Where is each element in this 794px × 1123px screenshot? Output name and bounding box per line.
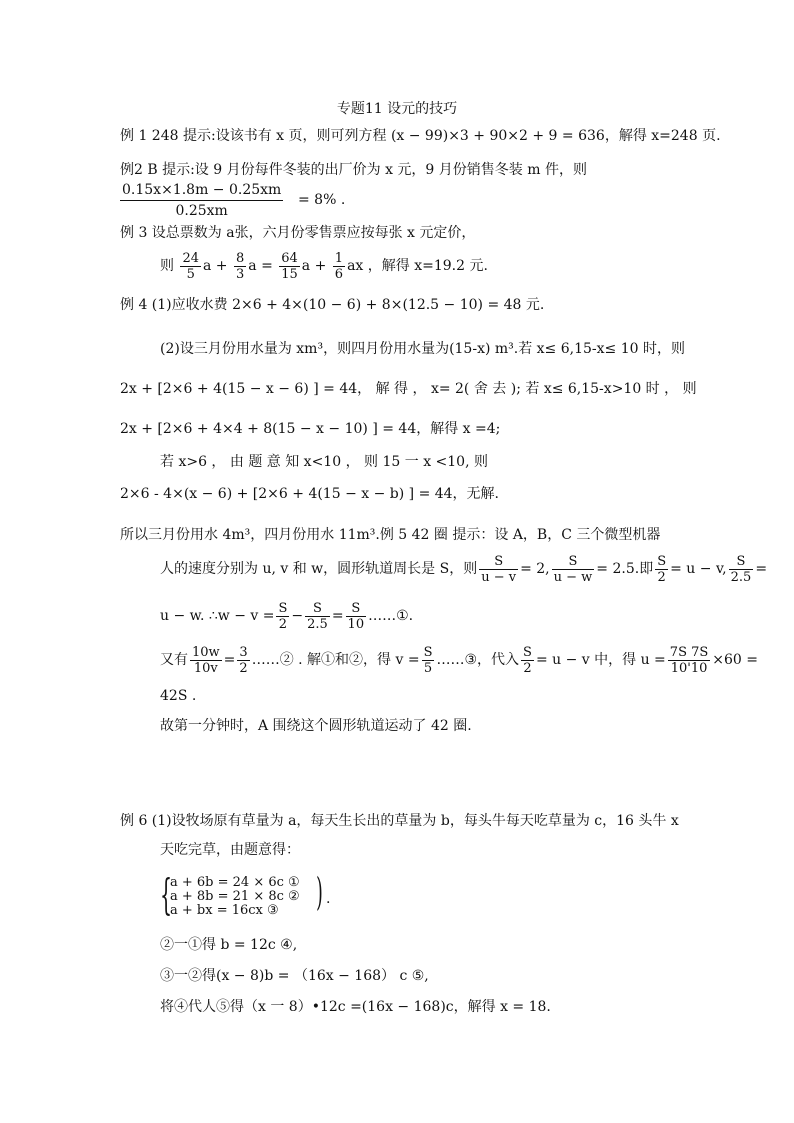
text: = (755, 561, 768, 577)
system-end: . (326, 891, 331, 907)
text: − (291, 608, 304, 624)
equation-system (160, 870, 331, 920)
example-6-line-2: 天吃完草，由题意得： (160, 842, 300, 858)
num: 10w (192, 644, 220, 660)
left-brace-icon: { (160, 870, 173, 919)
fraction (521, 645, 534, 676)
example-6-line-5: 将④代人⑤得（x 一 8）•12c =(16x − 168)c，解得 x = 18. (160, 999, 551, 1015)
num: S (479, 554, 518, 570)
fraction (190, 645, 222, 676)
text: ax ，解得 x=19.2 元. (347, 258, 488, 274)
num: S (423, 644, 433, 660)
num: S (729, 554, 754, 570)
fraction (333, 251, 345, 282)
fraction (668, 645, 711, 676)
fraction (729, 554, 754, 585)
num: 64 (281, 250, 298, 266)
example-5-line-2 (160, 551, 767, 587)
example-5-line-6: 故第一分钟时，A 围绕这个圆形轨道运动了 42 圈. (160, 718, 472, 734)
text: ×60 = (712, 652, 759, 668)
text: = u − v 中，得 u = (535, 652, 666, 668)
num: 24 (182, 250, 199, 266)
fraction (234, 251, 246, 282)
example-4-line-2: (2)设三月份用水量为 xm³，则四月份用水量为(15-x) m³.若 x≤ 6,15-x≤ 10 时，则 (160, 341, 685, 357)
fraction-numerator: 0.15x×1.8m − 0.25xm (120, 180, 283, 201)
den: 2 (278, 616, 288, 632)
fraction (276, 601, 289, 632)
num: S (523, 644, 532, 660)
text: = (223, 652, 236, 668)
den: 10v (193, 660, 218, 676)
example-6-line-1: 例 6 (1)设牧场原有草量为 a，每天生长出的草量为 b，每头牛每天吃草量为 c，16 头牛 x (120, 813, 679, 829)
example-3-line: 例 3 设总票数为 a张，六月份零售票应按每张 x 元定价， (120, 225, 476, 241)
num: S (305, 601, 330, 617)
num: 8 (235, 250, 245, 266)
page-title: 专题11 设元的技巧 (336, 101, 458, 117)
den: 5 (423, 660, 433, 676)
text: = 2.5.即 (596, 561, 654, 577)
text: u − w. ∴w − v = (160, 608, 275, 624)
system-row-2: a + 8b = 21 × 8c ② (170, 889, 300, 904)
fraction-denominator: 0.25xm (175, 203, 228, 219)
text: a + (301, 258, 327, 274)
example-4-line-5: 若 x>6 ， 由 题 意 知 x<10 ， 则 15 一 x <10, 则 (160, 454, 488, 470)
example-4-line-3: 2x + [2×6 + 4(15 − x − 6) ] = 44， 解 得 ， x= 2( 舍 去 ); 若 x≤ 6,15-x>10 时 ， 则 (120, 381, 697, 397)
fraction (422, 645, 435, 676)
example-5-line-3 (160, 598, 413, 634)
example-4-line-1: 例 4 (1)应收水费 2×6 + 4×(10 − 6) + 8×(12.5 − 10) = 48 元. (120, 297, 545, 313)
den: u − v (481, 569, 517, 585)
fraction (479, 554, 518, 585)
system-rows (170, 876, 300, 918)
num: 1 (334, 250, 344, 266)
fraction (655, 554, 668, 585)
fraction (552, 554, 595, 585)
example-2-line: 例2 B 提示:设 9 月份每件冬装的出厂价为 x 元，9 月份销售冬装 m 件，则 (120, 162, 587, 178)
example-1: 例 1 248 提示:设该书有 x 页，则可列方程 (x − 99)×3 + 90×2 + 9 = 636，解得 x=248 页. (120, 128, 721, 144)
num: S (657, 553, 667, 569)
example-5-line-4 (160, 642, 758, 678)
den: 2 (657, 569, 666, 585)
den: 10 (347, 616, 365, 632)
den: 15 (281, 266, 298, 282)
den: 10'10 (670, 660, 708, 676)
fraction (237, 645, 249, 676)
text: 又有 (160, 652, 188, 668)
num: 3 (239, 644, 248, 660)
example-2-fraction (120, 180, 283, 221)
num: S (278, 600, 288, 616)
example-4-line-4: 2x + [2×6 + 4×4 + 8(15 − x − 10) ] = 44，解得 x =4; (120, 421, 501, 437)
example-6-line-3: ②一①得 b = 12c ④, (160, 937, 298, 953)
text: ……② . 解①和②，得 v = (251, 652, 420, 668)
den: 2 (523, 660, 532, 676)
example-3-equation (160, 248, 488, 284)
num: S (346, 601, 367, 617)
den: 3 (235, 266, 245, 282)
num: 7S 7S (669, 644, 709, 660)
text: = 2, (520, 561, 550, 577)
system-row-1: a + 6b = 24 × 6c ① (170, 875, 300, 890)
text: = (331, 608, 344, 624)
text: ……③，代入 (436, 652, 520, 668)
den: 2.5 (307, 616, 328, 632)
fraction (305, 601, 330, 632)
den: 6 (334, 266, 344, 282)
num: S (552, 554, 595, 570)
text: = u − v, (670, 561, 727, 577)
example-5-line-5: 42S . (160, 688, 197, 704)
text: a + (203, 258, 228, 274)
example-6-line-4: ③一②得(x − 8)b = （16x − 168） c ⑤, (160, 968, 429, 984)
den: u − w (553, 569, 593, 585)
den: 2 (239, 660, 248, 676)
example-5-line-1: 所以三月份用水 4m³，四月份用水 11m³.例 5 42 圈 提示：设 A，B，C 三个微型机器 (120, 527, 661, 543)
text: a = (248, 258, 273, 274)
fraction (346, 601, 367, 632)
fraction (279, 251, 300, 282)
fraction (180, 251, 201, 282)
den: 2.5 (730, 569, 752, 585)
system-row-3: a + bx = 16cx ③ (170, 903, 279, 918)
text: 人的速度分别为 u, v 和 w，圆形轨道周长是 S，则 (160, 561, 478, 577)
text: ……①. (368, 608, 414, 624)
den: 5 (186, 266, 195, 282)
text: 则 (160, 258, 174, 274)
example-2-rhs: = 8% . (298, 192, 346, 208)
example-4-line-6: 2×6 - 4×(x − 6) + [2×6 + 4(15 − x − b) ] = 44，无解. (120, 486, 500, 502)
right-paren-icon: ) (316, 870, 323, 914)
